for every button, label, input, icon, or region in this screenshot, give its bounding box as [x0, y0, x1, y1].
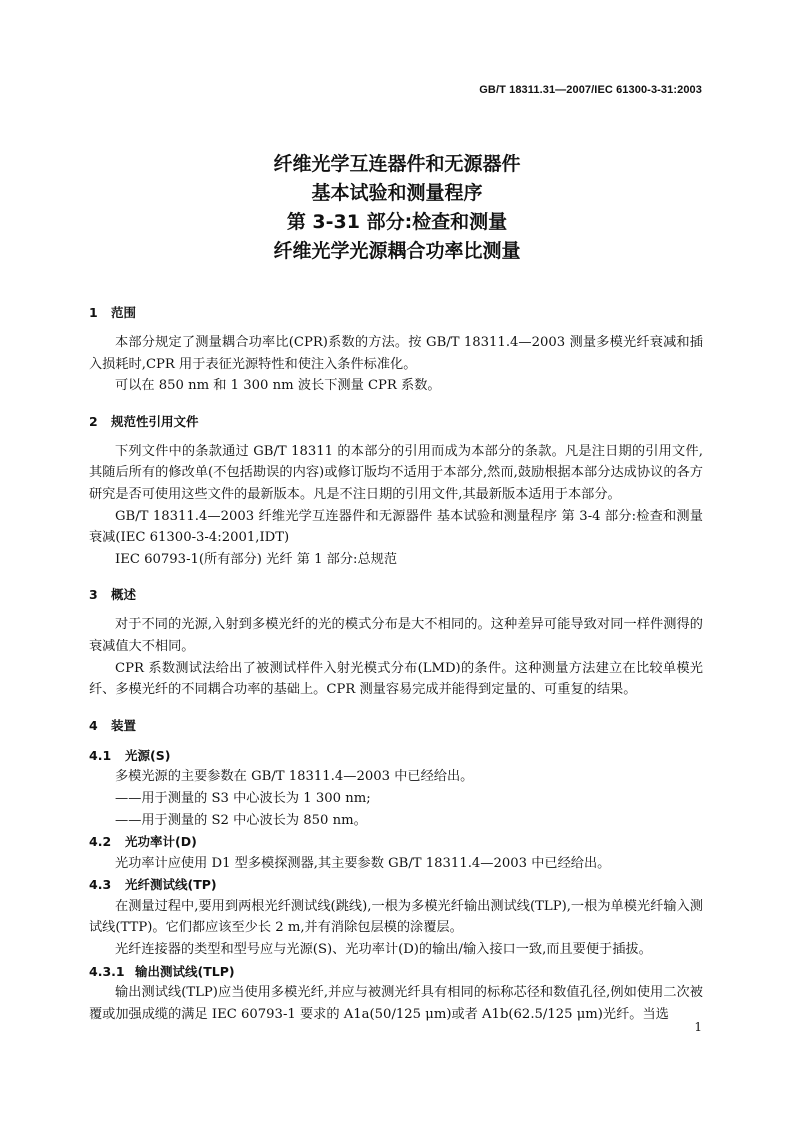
paragraph: 本部分规定了测量耦合功率比(CPR)系数的方法。按 GB/T 18311.4—2003 测量多模光纤衰减和插入损耗时,CPR 用于表征光源特性和使注入条件标准化。	[89, 335, 703, 372]
section-heading-3	[89, 580, 703, 608]
paragraph: 光纤连接器的类型和型号应与光源(S)、光功率计(D)的输出/输入接口一致,而且要便于插拔。	[115, 942, 652, 958]
section-number: 3	[89, 587, 98, 603]
subsection-heading-4-3-1	[89, 961, 703, 983]
section-number: 4	[89, 717, 98, 733]
subsection-heading-4-3	[89, 874, 703, 896]
section-heading-4	[89, 711, 703, 739]
section-number: 2	[89, 413, 98, 429]
paragraph: 在测量过程中,要用到两根光纤测试线(跳线),一根为多模光纤输出测试线(TLP),一根为单模光纤输入测试线(TTP)。它们都应该至少长 2 m,并有消除包层模的涂覆层。	[89, 898, 703, 936]
title-line-1: 纤维光学互连器件和无源器件	[273, 153, 521, 175]
paragraph: 对于不同的光源,入射到多模光纤的光的模式分布是大不相同的。这种差异可能导致对同一样件测得的衰减值大不相同。	[89, 617, 703, 654]
paragraph: CPR 系数测试法给出了被测试样件入射光模式分布(LMD)的条件。这种测量方法建立在比较单模光纤、多模光纤的不同耦合功率的基础上。CPR 测量容易完成并能得到定量的、可重复的结果。	[89, 660, 703, 698]
reference-item: IEC 60793-1(所有部分) 光纤 第 1 部分:总规范	[115, 551, 398, 567]
section-title: 范围	[111, 305, 137, 320]
subsection-number: 4.1	[89, 747, 112, 763]
subsection-number: 4.2	[89, 834, 112, 850]
subsection-number: 4.3.1	[89, 963, 125, 979]
standard-code: GB/T 18311.31—2007/IEC 61300-3-31:2003	[479, 84, 702, 96]
reference-item: GB/T 18311.4—2003 纤维光学互连器件和无源器件 基本试验和测量程序 第 3-4 部分:检查和测量 衰减(IEC 61300-3-4:2001,IDT)	[89, 508, 703, 546]
paragraph: 输出测试线(TLP)应当使用多模光纤,并应与被测光纤具有相同的标称芯径和数值孔径,例如使用二次被覆或加强成缆的满足 IEC 60793-1 要求的 A1a(50/125 μm)或者 A1b(62.5/125 μm)光纤。当选	[89, 985, 703, 1022]
paragraph: 多模光源的主要参数在 GB/T 18311.4—2003 中已经给出。	[115, 769, 474, 785]
list-item: ——用于测量的 S3 中心波长为 1 300 nm;	[115, 790, 371, 806]
subsection-title: 输出测试线(TLP)	[135, 963, 235, 979]
page-number: 1	[694, 1020, 702, 1034]
paragraph: 可以在 850 nm 和 1 300 nm 波长下测量 CPR 系数。	[115, 378, 441, 394]
list-item: ——用于测量的 S2 中心波长为 850 nm。	[115, 812, 367, 828]
subsection-title: 光源(S)	[125, 747, 171, 763]
section-title: 装置	[111, 717, 137, 733]
section-heading-2	[89, 407, 703, 435]
paragraph: 光功率计应使用 D1 型多模探测器,其主要参数 GB/T 18311.4—2003 中已经给出。	[115, 855, 611, 871]
section-title: 概述	[111, 587, 137, 603]
subsection-heading-4-1	[89, 745, 703, 767]
title-line-4: 纤维光学光源耦合功率比测量	[273, 240, 521, 262]
section-heading-1	[89, 298, 703, 326]
title-line-3: 第 3-31 部分:检查和测量	[286, 211, 508, 233]
section-title: 规范性引用文件	[111, 413, 199, 429]
subsection-number: 4.3	[89, 877, 112, 893]
subsection-title: 光功率计(D)	[125, 834, 197, 850]
subsection-title: 光纤测试线(TP)	[125, 877, 217, 893]
document-title	[0, 150, 794, 266]
paragraph: 下列文件中的条款通过 GB/T 18311 的本部分的引用而成为本部分的条款。凡是注日期的引用文件,其随后所有的修改单(不包括勘误的内容)或修订版均不适用于本部分,然而,鼓励根据本部分达成协议的各方研究是否可使用这些文件的最新版本。凡是不注日期的引用文件,其最新版本适用于本部分。	[89, 443, 703, 502]
document-body	[89, 298, 703, 1025]
section-number: 1	[89, 305, 98, 320]
title-line-2: 基本试验和测量程序	[311, 182, 483, 204]
subsection-heading-4-2	[89, 831, 703, 853]
